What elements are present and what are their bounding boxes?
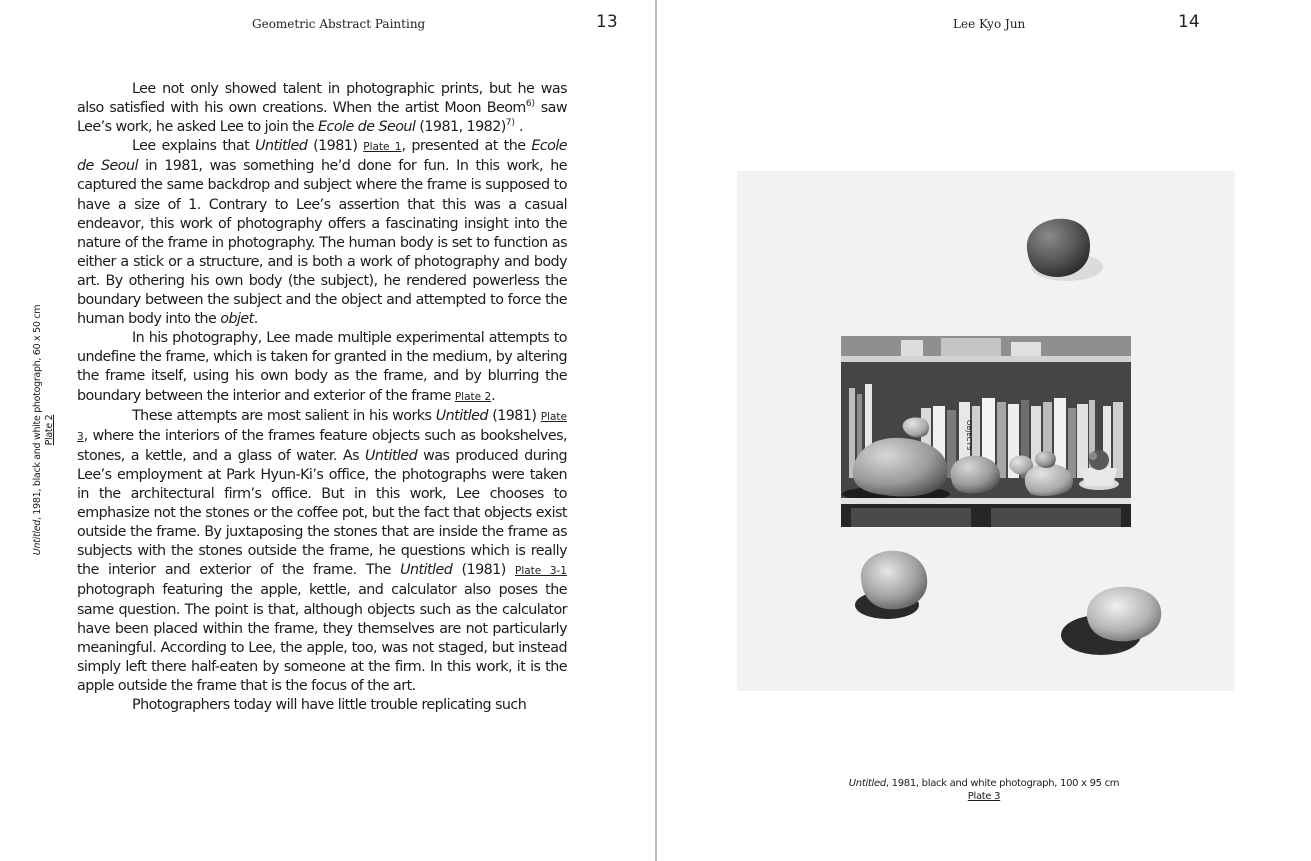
book-spine-text: OBJECTS (965, 420, 973, 451)
plate-1-ref[interactable]: Plate 1 (363, 141, 402, 154)
plate-2-caption (32, 305, 56, 555)
stone-top (1017, 211, 1107, 291)
paragraph-5: Photographers today will have little trouble replicating such (132, 697, 527, 713)
plate-3-1-ref[interactable]: Plate 3-1 (514, 565, 567, 578)
paragraph-4: These attempts are most salient in his works Untitled (1981) Plate 3, where the interiors of the frames feature objects such as bookshelves, stones, a kettle, and a glass of water. As Untitled was produced during Lee’s employment at Park Hyun-Ki’s office, the photographs were taken in the architectural firm’s office. But in this work, Lee chooses to emphasize not the stones or the coffee pot, but the fact that objects exist outside the frame. By juxtaposing the stones that are inside the frame as subjects with the stones outside the frame, he questions which is really the interior and exterior of the frame. The Untitled (1981) Plate 3-1 photograph featuring the apple, kettle, and calculator also poses the same question. The point is that, although objects such as the calculator have been placed within the frame, they themselves are not particularly meaningful. According to Lee, the apple, too, was not staged, but instead simply left there half-eaten by someone at the firm. In this work, it is the apple outside the frame that is the focus of the art. (77, 407, 567, 694)
plate-3-link[interactable]: Plate 3 (967, 791, 1001, 802)
page-number-right: 14 (1178, 12, 1200, 32)
paragraph-2: Lee explains that Untitled (1981) Plate 1, presented at the Ecole de Seoul in 1981, was something he’d done for fun. In this work, he captured the same backdrop and subject where the frame is supposed to have a size of 1. Contrary to Lee’s assertion that this was a casual endeavor, this work of photography offers a fascinating insight into the nature of the frame in photography. The human body is set to function as either a stick or a structure, and is both a work of photography and body art. By othering his own body (the subject), he rendered powerless the boundary between the subject and the object and attempted to force the human body into the objet. (77, 138, 568, 328)
plate-3-photograph (737, 171, 1235, 691)
caption-details: , 1981, black and white photograph, 60 x 50 cm (32, 304, 43, 521)
paragraph-3: In his photography, Lee made multiple experimental attempts to undefine the frame, which is taken for granted in the medium, by altering the frame itself, using his own body as the frame, and by blurring the boundary between the interior and exterior of the frame Plate 2. (77, 330, 567, 404)
left-page (0, 0, 655, 861)
caption-details: , 1981, black and white photograph, 100 x 95 cm (885, 778, 1120, 789)
paragraph-1: Lee not only showed talent in photographic prints, but he was also satisfied with his own creations. When the artist Moon Beom$^{6)}$ saw Lee’s work, he asked Lee to join the Ecole de Seoul (1981, 1982)$^{7)}$ . (77, 81, 567, 136)
body-text (77, 80, 567, 715)
stone-bottom-left (849, 543, 939, 628)
running-head-right: Lee Kyo Jun (953, 17, 1026, 31)
plate-2-link[interactable]: Plate 2 (44, 414, 55, 446)
caption-title: Untitled (848, 778, 886, 789)
plate-2-ref[interactable]: Plate 2 (454, 390, 492, 403)
plate-3-ref[interactable]: Plate 3 (77, 410, 567, 443)
footnote-7[interactable]: 7) (505, 118, 516, 129)
plate-3-caption (657, 777, 1311, 803)
running-head-left: Geometric Abstract Painting (252, 17, 426, 31)
footnote-6[interactable]: 6) (525, 99, 536, 110)
stone-bottom-right (1059, 573, 1169, 663)
caption-title: Untitled (32, 520, 43, 556)
bookshelf-photo (841, 336, 1131, 527)
right-page (657, 0, 1311, 861)
page-number-left: 13 (596, 12, 618, 32)
framed-photo (841, 336, 1131, 527)
